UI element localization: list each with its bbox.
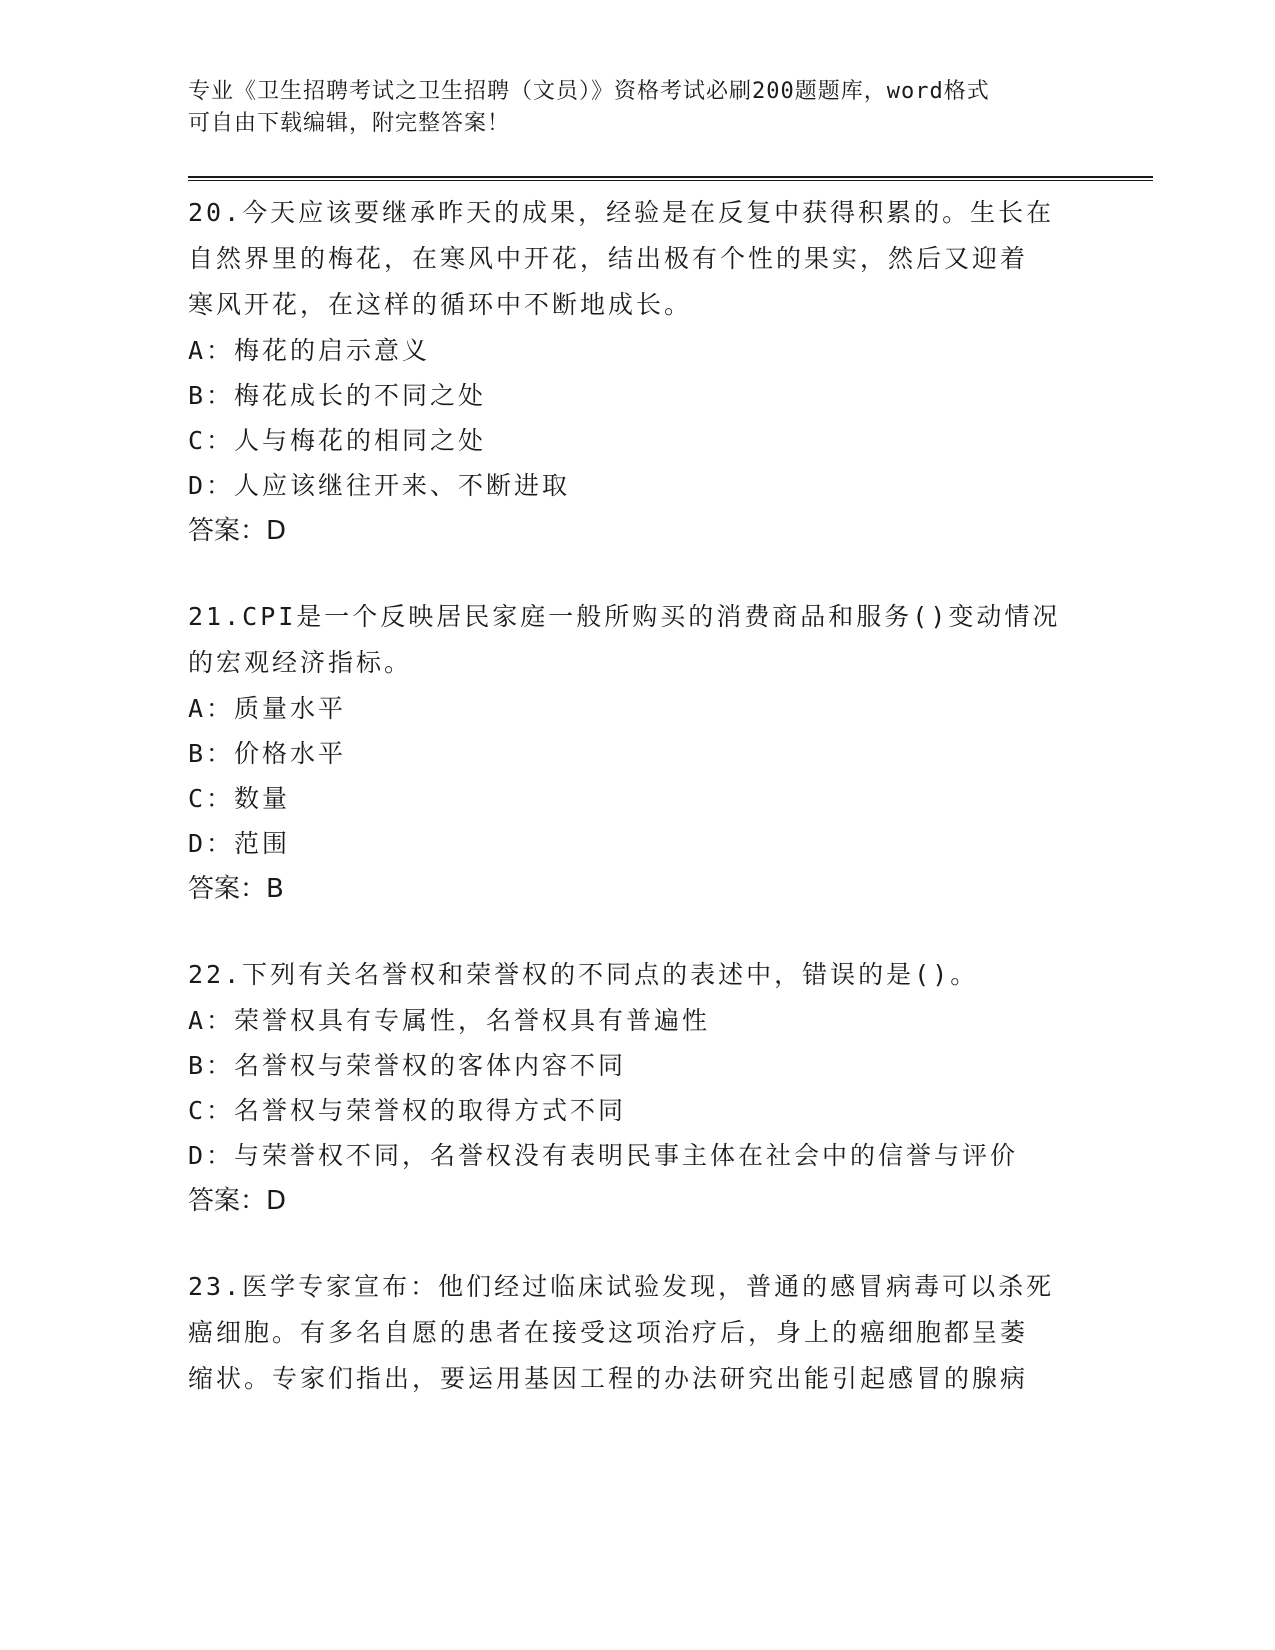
header-line-1: 专业《卫生招聘考试之卫生招聘（文员）》资格考试必刷200题题库，word格式 <box>188 79 990 104</box>
answer-line: 答案：D <box>188 516 287 546</box>
stem-line: 自然界里的梅花，在寒风中开花，结出极有个性的果实，然后又迎着 <box>188 244 1029 273</box>
option-c: C：数量 <box>188 784 291 813</box>
question-20 <box>188 190 1068 554</box>
stem-line: 寒风开花，在这样的循环中不断地成长。 <box>188 290 693 319</box>
question-stem <box>188 190 1068 328</box>
question-list <box>188 190 1068 1442</box>
option-b: B：名誉权与荣誉权的客体内容不同 <box>188 1051 627 1080</box>
option-a: A：荣誉权具有专属性，名誉权具有普遍性 <box>188 1006 711 1035</box>
option-c: C：人与梅花的相同之处 <box>188 426 487 455</box>
answer-line: 答案：B <box>188 874 284 904</box>
question-stem <box>188 1264 1068 1402</box>
option-d: D：人应该继往开来、不断进取 <box>188 471 571 500</box>
question-stem <box>188 952 1068 998</box>
stem-line: 22.下列有关名誉权和荣誉权的不同点的表述中，错误的是()。 <box>188 960 979 989</box>
stem-line: 20.今天应该要继承昨天的成果，经验是在反复中获得积累的。生长在 <box>188 198 1055 227</box>
option-b: B：梅花成长的不同之处 <box>188 381 487 410</box>
option-a: A：梅花的启示意义 <box>188 336 431 365</box>
option-c: C：名誉权与荣誉权的取得方式不同 <box>188 1096 627 1125</box>
stem-line: 23.医学专家宣布：他们经过临床试验发现，普通的感冒病毒可以杀死 <box>188 1272 1055 1301</box>
option-b: B：价格水平 <box>188 739 347 768</box>
stem-line: 的宏观经济指标。 <box>188 648 413 677</box>
question-23 <box>188 1264 1068 1402</box>
stem-line: 癌细胞。有多名自愿的患者在接受这项治疗后，身上的癌细胞都呈萎 <box>188 1318 1029 1347</box>
question-stem <box>188 594 1068 686</box>
document-header <box>188 76 1068 140</box>
question-22 <box>188 952 1068 1224</box>
header-divider <box>188 176 1153 181</box>
header-line-2: 可自由下载编辑，附完整答案！ <box>188 111 511 136</box>
stem-line: 缩状。专家们指出，要运用基因工程的办法研究出能引起感冒的腺病 <box>188 1364 1029 1393</box>
option-d: D：范围 <box>188 829 291 858</box>
option-a: A：质量水平 <box>188 694 347 723</box>
answer-line: 答案：D <box>188 1186 287 1216</box>
question-21 <box>188 594 1068 912</box>
stem-line: 21.CPI是一个反映居民家庭一般所购买的消费商品和服务()变动情况 <box>188 602 1061 631</box>
option-d: D：与荣誉权不同，名誉权没有表明民事主体在社会中的信誉与评价 <box>188 1141 1019 1170</box>
